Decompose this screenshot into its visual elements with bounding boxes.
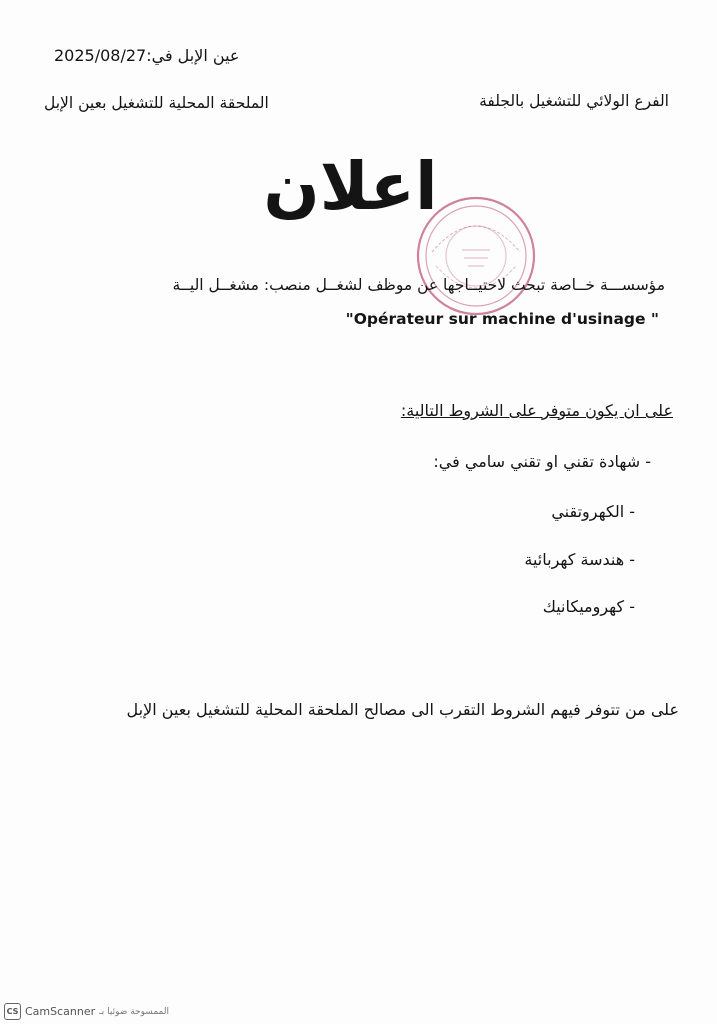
intro-line: مؤسســـة خــاصة تبحث لاحتيــاجها عن موظف لشغــل منصب: مشغــل اليــة bbox=[172, 276, 665, 294]
date-line: عين الإبل في:2025/08/27 bbox=[54, 46, 240, 65]
header-branch-name: الفرع الولائي للتشغيل بالجلفة bbox=[479, 92, 669, 110]
header-agency-name: الملحقة المحلية للتشغيل بعين الإبل bbox=[44, 94, 269, 112]
camscanner-logo-icon: CS bbox=[4, 1003, 21, 1020]
announcement-title: اعلان bbox=[263, 148, 438, 225]
scanner-watermark bbox=[4, 1003, 169, 1020]
job-title-french: "Opérateur sur machine d'usinage " bbox=[345, 310, 659, 328]
condition-main: - شهادة تقني او تقني سامي في: bbox=[433, 452, 651, 471]
scanned-with-label: الممسوحة ضوئيا بـ bbox=[99, 1006, 169, 1017]
condition-item: - الكهروتقني bbox=[551, 502, 635, 521]
condition-item: - هندسة كهربائية bbox=[524, 550, 635, 569]
closing-line: على من تتوفر فيهم الشروط التقرب الى مصالح الملحقة المحلية للتشغيل بعين الإبل bbox=[126, 700, 679, 719]
condition-item: - كهروميكانيك bbox=[542, 597, 635, 616]
scanner-app-name: CamScanner bbox=[25, 1005, 96, 1018]
conditions-heading: على ان يكون متوفر على الشروط التالية: bbox=[400, 401, 673, 420]
